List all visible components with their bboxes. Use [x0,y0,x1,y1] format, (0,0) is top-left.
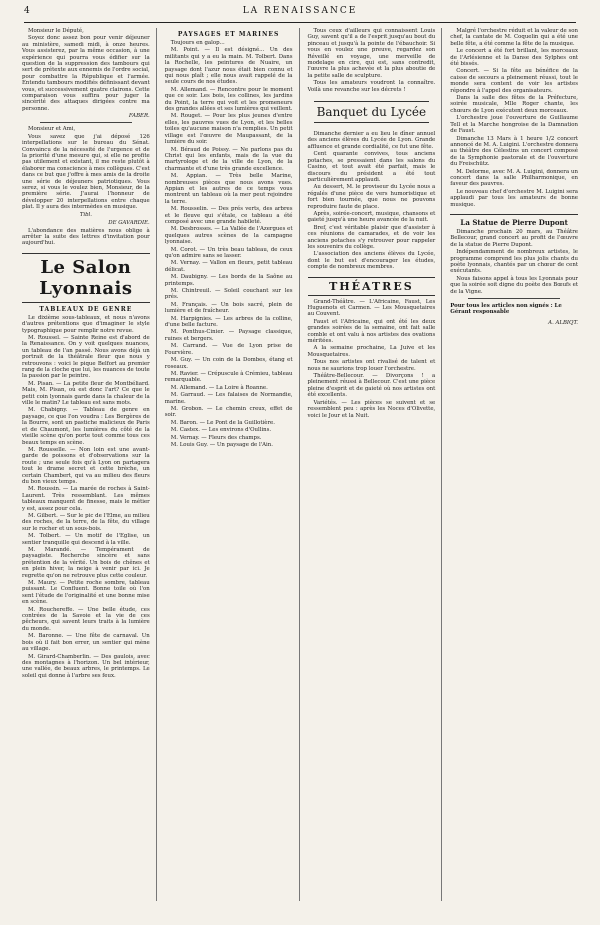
banquet-paragraph: Au dessert, M. le proviseur du Lycée nous a régalés d'une pièce de vers humoristique et fort bien tournée, que nous ne pouvons reproduire faute de place. [307,184,437,210]
concert-paragraph: Concert. — Si la fête au bénéfice de la caisse de secours a pleinement réussi, tout le monde sera content de voir les artistes répondre à l'appel des organisateurs. [450,68,580,94]
column-1 [22,28,157,901]
review-paragraph: M. Pisan. — La petite fleur de Montbéliard. Mais, M. Pisan, où est donc l'art? Ce que le petit coin lyonnais garde dans la chaleur de la ville le matin? Le tableau est sans mots. [22,380,152,407]
header-rule [24,22,576,23]
statue-paragraph: Nous faisons appel à tous les Lyonnais pour que la soirée soit digne du poète des Bœufs et de la Vigne. [450,275,580,295]
theatre-paragraph: Tous nos artistes ont rivalisé de talent et nous ne saurions trop louer l'orchestre. [307,359,437,372]
concert-paragraph: M. Delorme, avec M. A. Luigini, donnera un concert dans la salle Philharmonique, en faveur des pauvres. [450,168,580,188]
banquet-paragraph: Cent quarante convives, tous anciens potaches, se pressaient dans les salons du Casino, et tout avait été parfait, mais le discours du président a été tout particulièrement applaudi. [307,151,437,183]
concert-paragraph: Le concert a été fort brillant, les morceaux de l'Arlésienne et la Danse des Sylphes ont été bissés. [450,48,580,68]
review-paragraph: M. Maury. — Petite roche sombre, tableau puissant. Le Confluent. Bonne toile où l'on sent l'étude de l'originalité et une bonne mise en scène. [22,580,152,606]
review-paragraph: M. Baronne. — Une fête de carnaval. Un bois où il fait bon errer, un sentier qui mène au village. [22,633,152,653]
review-paragraph: M. Rousselle. — Non loin est une avant-garde de poissons et d'observations sur la route ; une seule fois qu'à Lyon on partagera tout le drame secret et cette brèche, un certain Chambert, qui va au milieu des fleurs du bon vieux temps. [22,446,152,485]
concert-paragraph: Dans la salle des fêtes de la Préfecture, soirée musicale, Mlle Roger chante, les chœurs de Lyon exécutent deux morceaux. [450,95,580,114]
footer-name: A. ALBIQT. [548,320,578,327]
review-paragraph: M. Appian. — Très belle Marine, nombreuses pièces que nous avons vues. Appian et les autres de ce temps vous montrent un tableau où la mer peut rejoindre la terre. [164,173,295,205]
review-paragraph: M. Rouget. — Pour les plus jeunes d'entre elles, les pauvres vues de Lyon, et les belles toiles qu'aucune maison n'a remplies. Un petit village est l'œuvre de Maupassant, de la lumière du soir. [164,113,295,146]
review-paragraph: M. Grobon. — Le chemin creux, effet de soir. [164,405,295,419]
review-paragraph: M. Chintreuil. — Soleil couchant sur les prés. [164,288,295,301]
review-paragraph: M. Harpignies. — Les arbres de la colline, d'une belle facture. [164,315,295,329]
review-paragraph: M. Castex. — Les environs d'Oullins. [170,427,272,434]
concert-paragraph: L'orchestre joue l'ouverture de Guillaume Tell et la Marche hongroise de la Damnation de Faust. [450,115,580,135]
journal-title: LA RENAISSANCE [242,6,358,16]
columns [22,28,578,901]
review-paragraph: M. Roussel. — Sainte Reine est d'abord de la Renaissance. On y voit quelques nuances, un tableau de l'an passé. Nous avons déjà un portrait de la théâtrale fleur que nous y retrouvons : voici le pique Belfort au premier rang de la cloche que lui, les nuances de toute la passion par le peintre. [22,335,152,380]
review-paragraph: M. Baron. — Le Pont de la Guillotière. [170,419,275,426]
banquet-paragraph: Après, soirée-concert, musique, chansons et gaieté jusqu'à une heure avancée de la nuit. [307,210,437,224]
banquet-title: Banquet du Lycée [314,101,430,123]
closing-note: L'abondance des matières nous oblige à arrêter la suite des lettres d'invitation pour aujourd'hui. [22,227,152,247]
review-paragraph: M. Daubigny. — Les bords de la Saône au printemps. [164,274,295,287]
review-paragraph: M. Point. — Il est désigné... Un des militants qui y a eu la main. M. Tolbert. Dans la Rochelle, les peintures de Nuaire, un paysage dont l'azur nous était bien connu et qui nous plaît ; elle nous avait rappelé de la seule cours de nos études. [164,47,295,86]
review-paragraph: M. Guy. — Un coin de la Dombes, étang et roseaux. [164,357,295,370]
review-paragraph: Le dixième sous-tableaux, et nous n'avons d'autres prétentions que d'imaginer le style typographique pour remplir notre revue. [22,314,152,334]
theatre-paragraph: Grand-Théâtre. — L'Africaine, Faust, Les Huguenots et Carmen. — Les Mousquetaires au Couvent. [307,298,437,318]
theatre-paragraph: A la semaine prochaine, La Juive et les Mousquetaires. [307,345,437,358]
review-paragraph: M. Desbrosses. — La Vallée de l'Azergues et quelques autres scènes de la campagne lyonnaise. [164,226,295,246]
review-paragraph: M. Tolbert. — Un motif de l'Eglise, un sentier tranquille qui descend à la ville. [22,533,152,546]
page-number: 4 [24,6,30,16]
statue-title: La Statue de Pierre Dupont [450,214,578,227]
review-paragraph: M. Chabigny. — Tableau de genre en paysage, ce que l'on voudra : Les Bergères de la Bourre, sont un pastiche malicieux de Paris et de Chaumont, les lumières du côté de la vieille scène qu'on porte tout comme tous ces beaux temps en scène. [22,407,152,446]
divider [468,298,560,299]
column-4 [450,28,578,901]
divider [40,122,132,123]
page-header [24,6,576,20]
column-2 [165,28,300,901]
banquet-paragraph: Dimanche dernier a eu lieu le dîner annuel des anciens élèves du Lycée de Lyon. Grande affluence et grande cordialité, ce fut une fête. [307,131,437,150]
concert-paragraph: Le nouveau chef d'orchestre M. Luigini sera applaudi par tous les amateurs de bonne musique. [450,188,580,208]
review-paragraph: M. Girard-Chamberlin. — Des gaulois, avec des montagnes à l'horizon. Un bel intérieur, une vallée, de beaux arbres, le printemps. Le soleil qui donne à l'arbre ses feux. [22,653,152,679]
reply-signature-abbr: Tibl. [79,211,92,218]
reply-body: Vous savez que j'ai déposé 126 interpellations sur le bureau du Sénat. Convaincu de la nécessité de l'urgence et de la priorité d'une mesure qui, si elle ne profite pas utilement et existant, il me reste plutôt à élaborer ma conscience à mes collègues. C'est dans ce but que j'offre à mes amis de la droite une série de déjeuners patriotiques. Vous serez, si vous le voulez bien, Monsieur, de la première série. J'aurai l'honneur de développer 20 interpellations entre chaque plat. Il y aura des intermèdes en musique. [22,133,152,211]
salon-lyonnais-title: Le Salon Lyonnais [22,253,150,303]
letter-salutation: Monsieur le Député, [28,28,84,34]
sculpture-intro: Tous ceux d'ailleurs qui connaissent Louis Guy, savent qu'il a de l'esprit jusqu'au bout du pinceau et jusqu'à la pointe de l'ébauchoir. Si vous en voulez une preuve, regardez son Réveillé en voyage, une merveille de modelage en cire, qui est, sans contredit, l'œuvre la plus achevée et la plus aboutie de la petite salle de sculpture. [307,28,437,79]
section-subtitle: TABLEAUX DE GENRE [39,305,133,313]
review-paragraph: M. Ponthus-Cinier. — Paysage classique, ruines et bergers. [164,329,295,342]
sculpture-ending: Tous les amateurs voudront la connaître. Voilà une revanche sur les décrets ! [307,80,437,93]
review-paragraph: M. Gilbert. — Sur le pic de l'Elme, au milieu des roches, de la terre, de la fête, du village sur le rocher et un sous-bois. [22,512,152,532]
review-paragraph: M. Allemand. — La Loire à Roanne. [170,384,268,391]
banquet-paragraph: L'association des anciens élèves du Lycée, dont le but est d'encourager les études, compte de nombreux membres. [307,251,437,271]
review-paragraph: M. Vernay. — Vallon en fleurs, petit tableau délicat. [164,260,295,273]
review-paragraph: M. Marandé. — Tempérament de paysagiste. Recherche sincère et sans prétention de la vérité. Un bois de chênes et en plein hiver, la neige à venir par ici. Je regrette qu'on ne retrouve plus cette couleur. [22,547,152,579]
statue-paragraph: Dimanche prochain 20 mars, au Théâtre Bellecour, grand concert au profit de l'œuvre de la statue de Pierre Dupont. [450,228,580,248]
review-paragraph: M. Ravier. — Crépuscule à Crémieu, tableau remarquable. [164,370,295,384]
statue-paragraph: Indépendamment de nombreux artistes, le programme comprend les plus jolis chants du poète lyonnais, chantés par un chœur de cent exécutants. [450,249,580,275]
review-paragraph: Toujours en galop... [170,40,225,46]
review-paragraph: M. Rousselin. — Des prés verts, des arbres et le fleuve qui s'étale, ce tableau a été composé avec une grande habileté. [164,206,295,225]
review-paragraph: M. Béraud de Poissy. — Ne parlons pas du Christ qui les enfants, mais de la vue du martyrologe et de la ville de Lyon, de la charmante et d'une très grande excellence. [164,146,295,172]
letter-signature: FABER. [128,113,150,120]
review-paragraph: M. Roussin. — La marée de roches à Saint-Laurent. Très ressemblant. Les mêmes tableaux manquent de finesse, mais le métier y est, assez pour cela. [22,486,152,512]
theatres-title: THÉATRES [308,277,436,296]
review-paragraph: M. Carrand. — Vue de Lyon prise de Fourvière. [164,343,295,356]
footer-line: Pour tous les articles non signés : Le Gérant responsable [450,303,562,316]
paysages-title: PAYSAGES ET MARINES [177,31,280,38]
concert-paragraph: Malgré l'orchestre réduit et la valeur de son chef, la cantate de M. Coquelin qui a été une belle fête, a été comme la fête de la musique. [450,28,580,47]
theatre-paragraph: Faust et l'Africaine, qui ont été les deux grandes soirées de la semaine, ont fait salle comble et ont valu à nos artistes des ovations méritées. [307,318,437,345]
banquet-paragraph: Bref, c'est véritable plaisir que d'assister à ces réunions de camarades, et de voir les anciens potaches s'y retrouver pour rappeler les souvenirs du collège. [307,224,437,250]
review-paragraph: M. Français. — Un bois sacré, plein de lumière et de fraîcheur. [164,301,295,315]
reply-salutation: Monsieur et Ami, [28,126,76,133]
review-paragraph: M. Louis Guy. — Un paysage de l'Ain. [170,441,273,448]
review-paragraph: M. Vernay. — Fleurs des champs. [170,434,262,441]
review-paragraph: M. Rouchereffe. — Une belle étude, ces contrées de la Savoie et la vie de ces pêcheurs, qui savent leurs traits à la lumière du monde. [22,606,152,632]
theatre-paragraph: Variétés. — Les pièces se suivent et se ressemblent peu : après les Noces d'Olivette, voici le Jour et la Nuit. [307,399,437,419]
letter-body: Soyez donc assez bon pour venir déjeuner au ministère, samedi midi, à onze heures. Vous assisterez, par la même occasion, à une expérience qui pourra vous édifier sur la question de la suppression des tambours qui sert de prétexte aux ennemis de l'ordre social, pour combattre la République et l'armée. Entendu tambours modifiés définissant devant vous, et successivement quatre clairons. Cette comparaison vous suffira pour juger la sincérité des attaques dirigées contre ma personne. [22,35,152,112]
review-paragraph: M. Garraud. — Les falaises de Normandie, marine. [164,392,295,405]
review-paragraph: M. Allemand. — Rencontre pour le moment que ce soir. Les bois, les collines, les jardins du Point, la terre qui voit et les promeneurs des grandes allées et ses lumières qui veillent. [164,86,295,113]
review-paragraph: M. Corot. — Un très beau tableau, de ceux qu'on admire sans se lasser. [164,246,295,259]
concert-paragraph: Dimanche 13 Mars à 1 heure 1/2 concert annoncé de M. A. Luigini. L'orchestre donnera au théâtre des Célestins un concert composé de la Symphonie pastorale et de l'ouverture du Freischütz. [450,135,580,168]
column-3 [308,28,443,901]
theatre-paragraph: Théâtre-Bellecour. — Divorçons ! a pleinement réussi à Bellecour. C'est une pièce pleine d'esprit et de gaieté où nos artistes ont été excellents. [307,373,437,399]
reply-signature: DE GAVARDIE. [108,219,150,226]
